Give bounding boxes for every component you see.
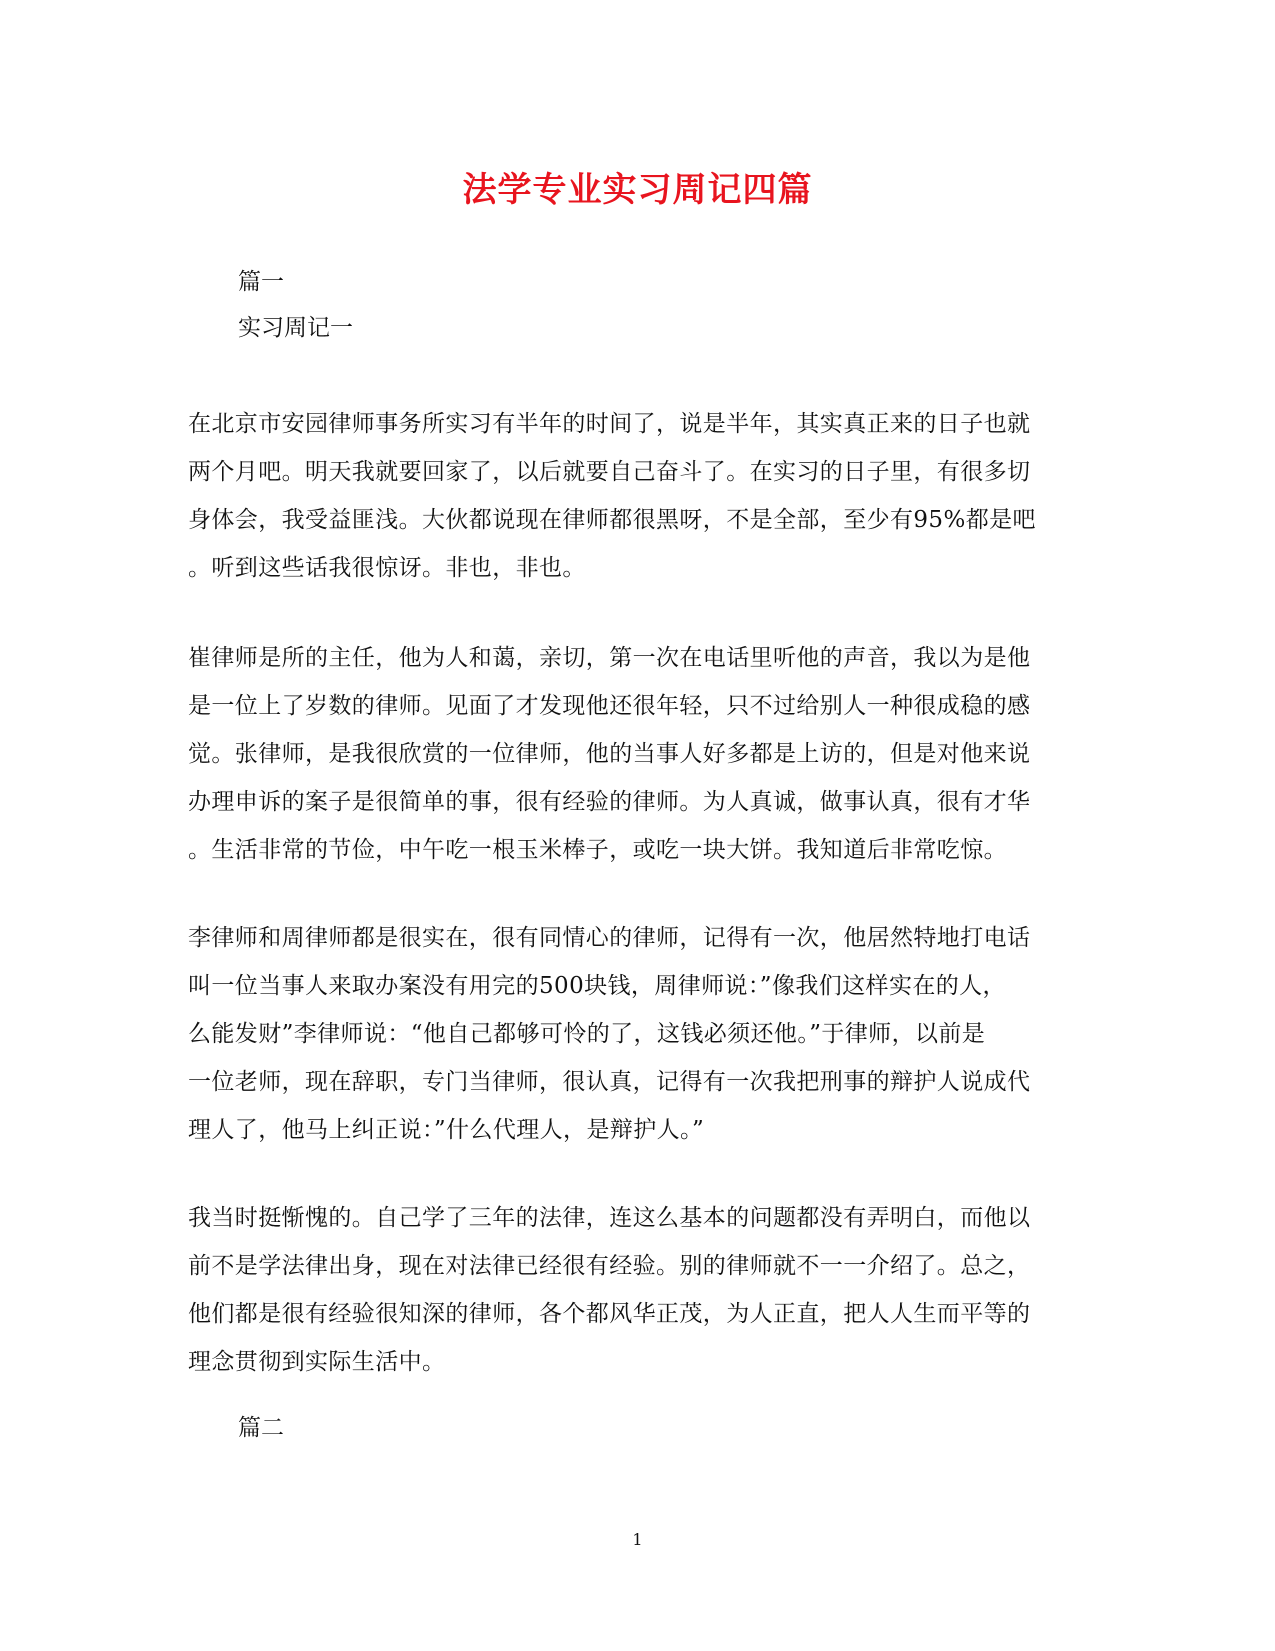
- paragraph-line: 他们都是很有经验很知深的律师，各个都风华正茂，为人正直，把人人生而平等的: [188, 1301, 1031, 1327]
- paragraph-line: 理念贯彻到实际生活中。: [188, 1349, 446, 1375]
- paragraph-line: 叫一位当事人来取办案没有用完的500块钱，周律师说：”像我们这样实在的人，: [188, 973, 1006, 999]
- page-number: 1: [632, 1530, 643, 1549]
- paragraph-3: [188, 914, 1088, 1154]
- section-heading-1: 篇一: [238, 269, 284, 295]
- paragraph-1: [188, 400, 1088, 592]
- paragraph-line: 觉。张律师，是我很欣赏的一位律师，他的当事人好多都是上访的，但是对他来说: [188, 741, 1031, 767]
- document-title: 法学专业实习周记四篇: [462, 170, 813, 210]
- paragraph-4: [188, 1194, 1088, 1386]
- paragraph-line: 两个月吧。明天我就要回家了，以后就要自己奋斗了。在实习的日子里，有很多切: [188, 459, 1031, 485]
- paragraph-line: 一位老师，现在辞职，专门当律师，很认真，记得有一次我把刑事的辩护人说成代: [188, 1069, 1031, 1095]
- paragraph-line: 。生活非常的节俭，中午吃一根玉米棒子，或吃一块大饼。我知道后非常吃惊。: [188, 837, 1007, 863]
- paragraph-line: 前不是学法律出身，现在对法律已经很有经验。别的律师就不一一介绍了。总之，: [188, 1253, 1031, 1279]
- paragraph-line: 么能发财”李律师说：“他自己都够可怜的了，这钱必须还他。”于律师，以前是: [188, 1021, 986, 1047]
- paragraph-line: 我当时挺惭愧的。自己学了三年的法律，连这么基本的问题都没有弄明白，而他以: [188, 1205, 1031, 1231]
- paragraph-line: 理人了，他马上纠正说：”什么代理人，是辩护人。”: [188, 1117, 705, 1143]
- paragraph-line: 办理申诉的案子是很简单的事，很有经验的律师。为人真诚，做事认真，很有才华: [188, 789, 1031, 815]
- paragraph-line: 崔律师是所的主任，他为人和蔼，亲切，第一次在电话里听他的声音，我以为是他: [188, 645, 1031, 671]
- week-heading-1: 实习周记一: [238, 315, 353, 341]
- paragraph-line: 是一位上了岁数的律师。见面了才发现他还很年轻，只不过给别人一种很成稳的感: [188, 693, 1031, 719]
- paragraph-2: [188, 634, 1088, 874]
- paragraph-line: 身体会，我受益匪浅。大伙都说现在律师都很黑呀，不是全部，至少有95%都是吧: [188, 507, 1036, 533]
- paragraph-line: 在北京市安园律师事务所实习有半年的时间了，说是半年，其实真正来的日子也就: [188, 411, 1031, 437]
- paragraph-line: 。听到这些话我很惊讶。非也，非也。: [188, 555, 586, 581]
- paragraph-line: 李律师和周律师都是很实在，很有同情心的律师，记得有一次，他居然特地打电话: [188, 925, 1031, 951]
- section-heading-2: 篇二: [238, 1415, 284, 1441]
